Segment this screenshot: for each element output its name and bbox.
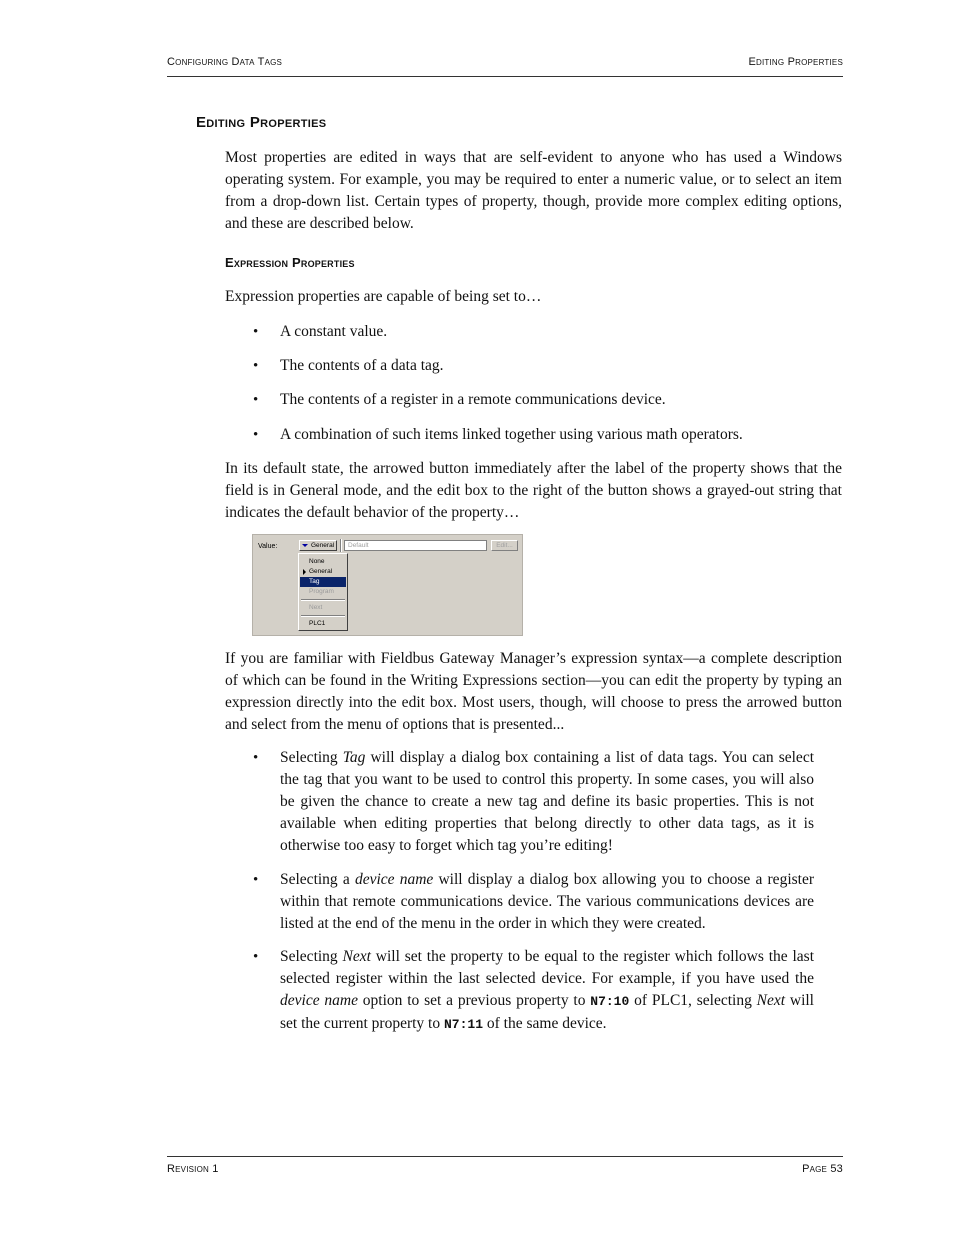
list-item: • A combination of such items linked together using various math operators. <box>280 424 814 446</box>
header-chapter: Configuring Data Tags <box>167 56 283 68</box>
text: will display a dialog box allowing you to choose a register within that remote communications device. The various communications devices are listed at the end of the menu in the order in which they were created. <box>280 871 815 932</box>
option-next <box>280 946 814 1036</box>
expression-intro: Expression properties are capable of being set to… <box>225 288 542 305</box>
edit-button[interactable]: Edit... <box>491 540 518 551</box>
menu-item-program: Program <box>309 588 334 595</box>
header-section: Editing Properties <box>748 56 843 68</box>
text: of PLC1, selecting <box>629 992 757 1009</box>
code: N7:11 <box>443 1017 483 1032</box>
intro-paragraph: Most properties are edited in ways that are self-evident to anyone who has used a Windows operating system. For example, you may be required to enter a numeric value, or to select an item from a drop-down list. Certain types of property, though, provide more complex editing options, and these are described below. <box>225 149 842 232</box>
text: Selecting <box>280 749 343 766</box>
list-item: • The contents of a register in a remote communications device. <box>280 389 814 411</box>
menu-item-tag[interactable]: Tag <box>300 577 346 587</box>
edit-placeholder: Default <box>348 542 369 549</box>
menu-separator <box>301 615 345 617</box>
text: will display a dialog box containing a list of data tags. You can select the tag that you want to be used to control this property. In some cases, you will also be given the chance to create a new tag and define its basic properties. This is not available when editing properties that belong directly to other data tags, as it is otherwise too easy to forget which tag you’re editing! <box>280 749 814 854</box>
value-edit-box[interactable] <box>344 540 487 551</box>
emphasis: device name <box>280 992 358 1009</box>
option-device <box>280 869 814 935</box>
menu-item-none[interactable]: None <box>309 558 325 565</box>
menu-item-general[interactable] <box>300 567 346 577</box>
text: will set the property to be equal to the register which follows the last selected register within the last selected device. For example, if you have used the <box>280 948 815 987</box>
subsection-title: Expression Properties <box>225 255 355 270</box>
default-state-paragraph: In its default state, the arrowed button immediately after the label of the property shows that the field is in General mode, and the edit box to the right of the button shows a grayed-out string that indicates the default behavior of the property… <box>225 460 842 521</box>
property-editor-screenshot <box>252 534 523 636</box>
mode-dropdown-menu <box>298 553 348 631</box>
running-footer <box>167 1156 843 1183</box>
emphasis: Tag <box>342 749 366 766</box>
dropdown-arrow-icon <box>302 544 308 547</box>
mode-button-label: General <box>311 542 335 549</box>
value-label: Value: <box>258 543 278 550</box>
menu-item-next: Next <box>309 604 323 611</box>
text: option to set a previous property to <box>357 992 591 1009</box>
code: N7:10 <box>590 994 630 1009</box>
current-mode-marker-icon <box>303 569 306 575</box>
divider <box>340 539 342 552</box>
mode-dropdown-button[interactable] <box>299 540 337 551</box>
section-title: Editing Properties <box>196 114 327 131</box>
familiar-paragraph: If you are familiar with Fieldbus Gateway Manager’s expression syntax—a complete description of which can be found in the Writing Expressions section—you can edit the property by typing an expression directly into the edit box. Most users, though, will choose to press the arrowed button and select from the menu of options that is presented... <box>225 650 842 733</box>
text: Selecting <box>280 948 343 965</box>
text: of the same device. <box>483 1015 607 1032</box>
emphasis: device name <box>354 871 434 888</box>
list-item: • A constant value. <box>280 321 814 343</box>
menu-item-device[interactable]: PLC1 <box>309 620 326 627</box>
text: will set the current property to <box>280 992 814 1032</box>
footer-revision: Revision 1 <box>167 1163 219 1175</box>
emphasis: Next <box>342 948 371 965</box>
menu-separator <box>301 599 345 601</box>
running-header <box>167 56 843 77</box>
text: Selecting a <box>280 871 355 888</box>
emphasis: Next <box>756 992 786 1009</box>
option-tag <box>280 747 814 857</box>
page-number: Page 53 <box>802 1163 843 1175</box>
menu-item-general-label: General <box>309 568 333 575</box>
list-item: • The contents of a data tag. <box>280 355 814 377</box>
